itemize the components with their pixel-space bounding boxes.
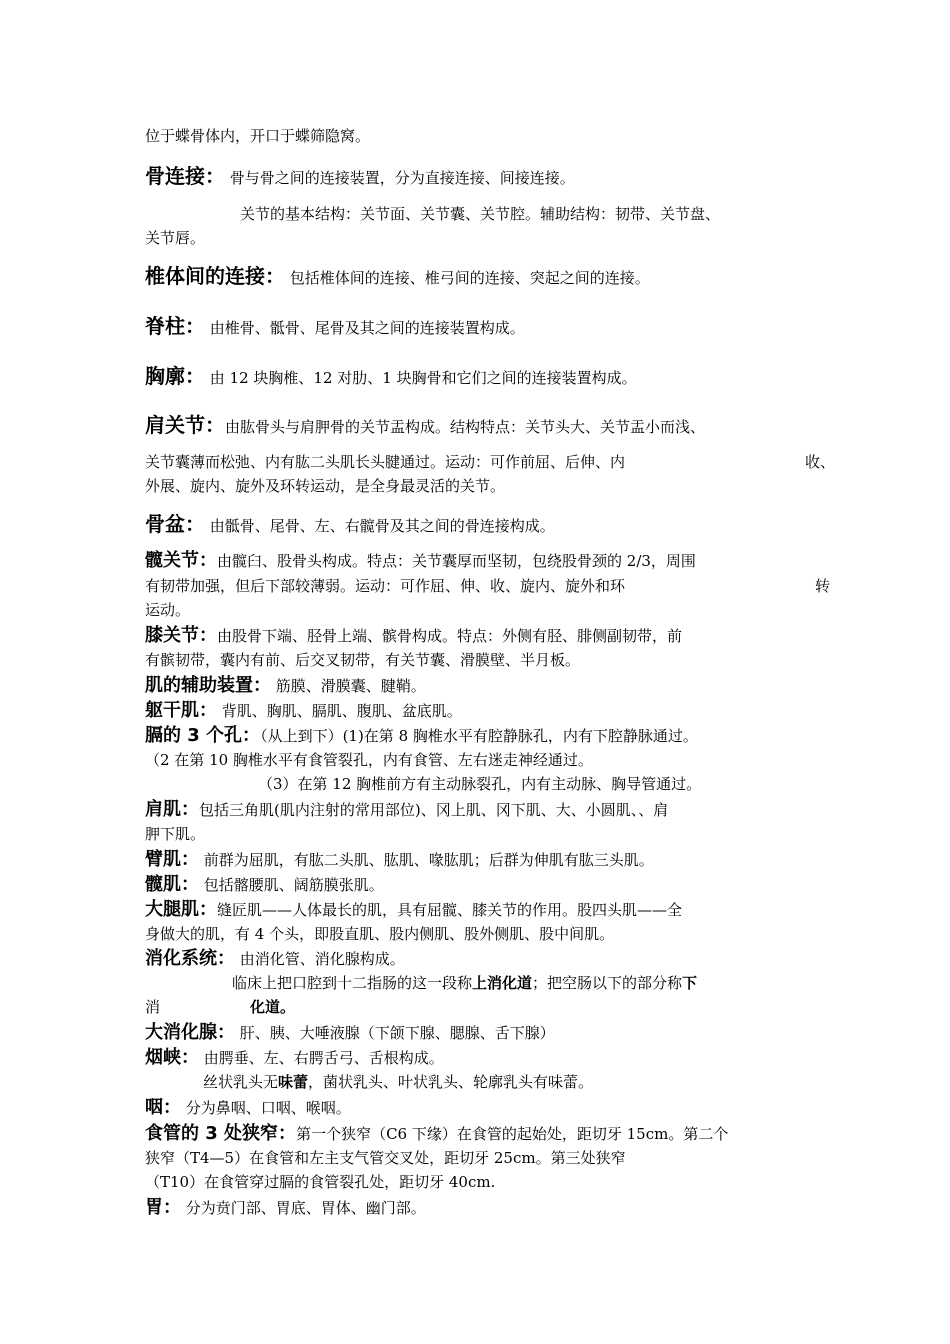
entry-digestive-system bbox=[145, 949, 405, 969]
entry-bone-joints bbox=[145, 166, 575, 188]
term-heading: 胸廓： bbox=[145, 364, 205, 388]
line-text: 收、 bbox=[805, 453, 836, 471]
entry-isthmus bbox=[145, 1048, 444, 1068]
text-line bbox=[145, 824, 205, 844]
term-definition: 由骶骨、尾骨、左、右髋骨及其之间的骨连接构成。 bbox=[209, 517, 555, 535]
entry-hip-muscles bbox=[145, 875, 384, 895]
term-heading: 椎体间的连接： bbox=[145, 264, 285, 288]
term-heading: 食管的 3 处狭窄： bbox=[145, 1123, 297, 1144]
line-text: 有髌韧带，囊内有前、后交叉韧带，有关节囊、滑膜壁、半月板。 bbox=[145, 651, 581, 669]
term-definition: 第一个狭窄（C6 下缘）在食管的起始处，距切牙 15cm。第二个 bbox=[296, 1125, 729, 1143]
text-line-tail bbox=[250, 997, 295, 1017]
term-definition: 由股骨下端、胫骨上端、髌骨构成。特点：外侧有胫、腓侧副韧带，前 bbox=[217, 627, 683, 645]
term-definition: 由腭垂、左、右腭舌弓、舌根构成。 bbox=[203, 1049, 444, 1067]
line-text: 关节的基本结构：关节面、关节囊、关节腔。辅助结构：韧带、关节盘、 bbox=[240, 205, 721, 223]
text-line bbox=[145, 126, 370, 146]
bold-term: 味蕾 bbox=[278, 1073, 309, 1091]
entry-arm-muscles bbox=[145, 850, 654, 870]
term-heading: 髋肌： bbox=[145, 874, 199, 895]
text-line bbox=[240, 204, 720, 224]
line-text: ，菌状乳头、叶状乳头、轮廓乳头有味蕾。 bbox=[308, 1073, 594, 1091]
term-heading: 大腿肌： bbox=[145, 899, 217, 920]
term-heading: 骨盆： bbox=[145, 512, 205, 536]
term-definition: 包括椎体间的连接、椎弓间的连接、突起之间的连接。 bbox=[289, 269, 650, 287]
term-heading: 髋关节： bbox=[145, 550, 217, 571]
entry-shoulder-joint bbox=[145, 415, 705, 437]
entry-thorax bbox=[145, 366, 637, 388]
line-text: 有韧带加强，但后下部较薄弱。运动：可作屈、伸、收、旋内、旋外和环 bbox=[145, 577, 626, 595]
text-line bbox=[145, 650, 580, 670]
text-line bbox=[145, 228, 205, 248]
entry-major-glands bbox=[145, 1023, 555, 1043]
text-line bbox=[258, 774, 701, 794]
entry-trunk-muscles bbox=[145, 701, 462, 721]
term-heading: 消化系统： bbox=[145, 948, 235, 969]
entry-hip-joint bbox=[145, 551, 696, 571]
term-heading: 躯干肌： bbox=[145, 700, 217, 721]
line-text: 胛下肌。 bbox=[145, 825, 206, 843]
text-line-tail bbox=[805, 452, 835, 472]
line-text: 转 bbox=[815, 577, 831, 595]
term-heading: 膈的 3 个孔： bbox=[145, 725, 261, 746]
line-text: 消 bbox=[145, 998, 161, 1016]
term-definition: 由消化管、消化腺构成。 bbox=[239, 950, 405, 968]
term-heading: 肩关节： bbox=[145, 413, 225, 437]
term-heading: 臂肌： bbox=[145, 849, 199, 870]
text-line bbox=[145, 576, 625, 596]
entry-knee-joint bbox=[145, 626, 682, 646]
term-definition: 分为贲门部、胃底、胃体、幽门部。 bbox=[185, 1199, 426, 1217]
line-text: 关节囊薄而松弛、内有肱二头肌长头腱通过。运动：可作前屈、后伸、内 bbox=[145, 453, 626, 471]
line-text: （3）在第 12 胸椎前方有主动脉裂孔，内有主动脉、胸导管通过。 bbox=[258, 775, 702, 793]
line-text: 外展、旋内、旋外及环转运动，是全身最灵活的关节。 bbox=[145, 477, 506, 495]
text-line bbox=[145, 750, 593, 770]
term-definition: 由髋臼、股骨头构成。特点：关节囊厚而坚韧，包绕股骨颈的 2/3，周围 bbox=[217, 552, 696, 570]
term-definition: （从上到下）(1)在第 8 胸椎水平有腔静脉孔，内有下腔静脉通过。 bbox=[260, 727, 698, 745]
term-definition: 包括三角肌(肌内注射的常用部位)、冈上肌、冈下肌、大、小圆肌、、肩 bbox=[199, 801, 669, 819]
line-text: （2 在第 10 胸椎水平有食管裂孔，内有食管、左右迷走神经通过。 bbox=[145, 751, 593, 769]
line-text: 狭窄（T4—5）在食管和左主支气管交叉处，距切牙 25cm。第三处狭窄 bbox=[145, 1149, 626, 1167]
text-line-tail bbox=[815, 576, 830, 596]
text-line bbox=[145, 997, 160, 1017]
text-line bbox=[232, 973, 697, 993]
term-definition: 缝匠肌——人体最长的肌，具有屈髋、膝关节的作用。股四头肌——全 bbox=[217, 901, 683, 919]
entry-pelvis bbox=[145, 514, 555, 536]
text-line bbox=[145, 600, 190, 620]
bold-term: 下 bbox=[682, 974, 698, 992]
entry-esophagus-narrowings bbox=[145, 1124, 728, 1144]
term-heading: 脊柱： bbox=[145, 314, 205, 338]
line-text: ；把空肠以下的部分称 bbox=[532, 974, 683, 992]
term-heading: 咽： bbox=[145, 1097, 181, 1118]
line-text: 丝状乳头无 bbox=[203, 1073, 279, 1091]
line-text: 身做大的肌，有 4 个头，即股直肌、股内侧肌、股外侧肌、股中间肌。 bbox=[145, 925, 615, 943]
entry-stomach bbox=[145, 1198, 426, 1218]
term-definition: 分为鼻咽、口咽、喉咽。 bbox=[185, 1099, 351, 1117]
term-definition: 肝、胰、大唾液腺（下颌下腺、腮腺、舌下腺） bbox=[239, 1024, 555, 1042]
term-definition: 骨与骨之间的连接装置，分为直接连接、间接连接。 bbox=[229, 169, 575, 187]
entry-spine bbox=[145, 316, 525, 338]
term-heading: 肌的辅助装置： bbox=[145, 675, 271, 696]
line-text: 临床上把口腔到十二指肠的这一段称 bbox=[232, 974, 473, 992]
entry-diaphragm-openings bbox=[145, 726, 698, 746]
term-heading: 肩肌： bbox=[145, 799, 199, 820]
text-line bbox=[145, 924, 614, 944]
line-text: （T10）在食管穿过膈的食管裂孔处，距切牙 40cm. bbox=[145, 1173, 496, 1191]
term-definition: 筋膜、滑膜囊、腱鞘。 bbox=[275, 677, 426, 695]
term-definition: 由椎骨、骶骨、尾骨及其之间的连接装置构成。 bbox=[209, 319, 525, 337]
text-line bbox=[203, 1072, 593, 1092]
text-line bbox=[145, 476, 505, 496]
text-line bbox=[145, 452, 625, 472]
term-definition: 由肱骨头与肩胛骨的关节盂构成。结构特点：关节头大、关节盂小而浅、 bbox=[225, 418, 706, 436]
term-definition: 由 12 块胸椎、12 对肋、1 块胸骨和它们之间的连接装置构成。 bbox=[209, 369, 637, 387]
term-definition: 包括髂腰肌、阔筋膜张肌。 bbox=[203, 876, 384, 894]
text-line bbox=[145, 1148, 626, 1168]
entry-muscle-accessories bbox=[145, 676, 426, 696]
bold-term: 化道。 bbox=[250, 998, 296, 1016]
line-text: 关节唇。 bbox=[145, 229, 206, 247]
term-definition: 背肌、胸肌、膈肌、腹肌、盆底肌。 bbox=[221, 702, 462, 720]
term-heading: 胃： bbox=[145, 1197, 181, 1218]
line-text: 运动。 bbox=[145, 601, 191, 619]
entry-shoulder-muscles bbox=[145, 800, 668, 820]
term-heading: 骨连接： bbox=[145, 164, 225, 188]
line-text: 位于蝶骨体内，开口于蝶筛隐窝。 bbox=[145, 127, 371, 145]
term-definition: 前群为屈肌，有肱二头肌、肱肌、喙肱肌；后群为伸肌有肱三头肌。 bbox=[203, 851, 654, 869]
entry-thigh-muscles bbox=[145, 900, 682, 920]
entry-pharynx bbox=[145, 1098, 351, 1118]
entry-vertebral-joints bbox=[145, 266, 650, 288]
term-heading: 膝关节： bbox=[145, 625, 217, 646]
text-line bbox=[145, 1172, 495, 1192]
term-heading: 大消化腺： bbox=[145, 1022, 235, 1043]
term-heading: 烟峡： bbox=[145, 1047, 199, 1068]
bold-term: 上消化道 bbox=[472, 974, 533, 992]
